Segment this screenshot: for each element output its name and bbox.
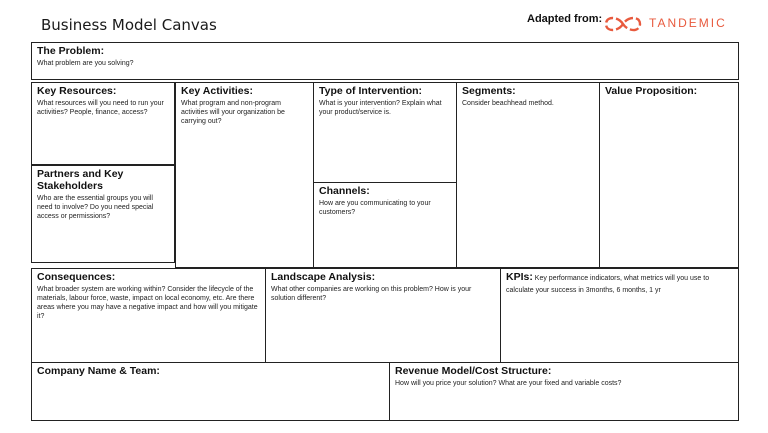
key-activities-desc: What program and non-program activities will your organization be carrying out? [181,100,285,125]
channels-title: Channels: [319,185,370,197]
segments-title: Segments: [462,85,516,97]
revenue-title: Revenue Model/Cost Structure: [395,365,552,377]
landscape-desc: What other companies are working on this problem? How is your solution different? [271,286,472,302]
tandemic-infinity-logo-icon [602,14,644,34]
consequences-desc: What broader system are working within? Consider the lifecycle of the materials, labour force, waste, impact on local economy, etc. Are there areas where you may have a negative impact and how will you mitigate it? [37,286,258,320]
value-proposition-box [599,82,739,268]
intervention-desc: What is your intervention? Explain what your product/service is. [319,100,442,116]
value-proposition-title: Value Proposition: [605,85,698,97]
kpis-title: KPIs: [506,271,533,283]
partners-desc: Who are the essential groups you will need to involve? Do you need special access or permissions? [37,195,154,220]
problem-box [31,42,739,80]
consequences-box [31,268,266,363]
key-resources-desc: What resources will you need to run your activities? People, finance, access? [37,100,164,116]
company-box [31,362,390,421]
landscape-box [265,268,501,363]
segments-desc: Consider beachhead method. [462,100,554,107]
consequences-title: Consequences: [37,271,116,283]
revenue-box [389,362,739,421]
kpis-desc: Key performance indicators, what metrics will you use to calculate your success in 3months, 6 months, 1 yr [506,275,710,294]
intervention-box [313,82,457,183]
brand-name: TANDEMIC [649,16,727,30]
partners-title: Partners and Key Stakeholders [37,168,124,192]
key-resources-title: Key Resources: [37,85,117,97]
channels-box [313,182,457,268]
segments-box [456,82,600,268]
problem-title: The Problem: [37,45,105,57]
adapted-from-label: Adapted from: [527,13,603,25]
channels-desc: How are you communicating to your customers? [319,200,431,216]
key-activities-title: Key Activities: [181,85,253,97]
intervention-title: Type of Intervention: [319,85,423,97]
revenue-desc: How will you price your solution? What are your fixed and variable costs? [395,380,622,387]
key-resources-box [31,82,175,165]
company-title: Company Name & Team: [37,365,160,377]
problem-desc: What problem are you solving? [37,60,134,67]
key-activities-box [175,82,314,268]
page-title: Business Model Canvas [41,16,217,34]
landscape-title: Landscape Analysis: [271,271,376,283]
partners-box [31,165,175,263]
kpis-box [500,268,739,363]
